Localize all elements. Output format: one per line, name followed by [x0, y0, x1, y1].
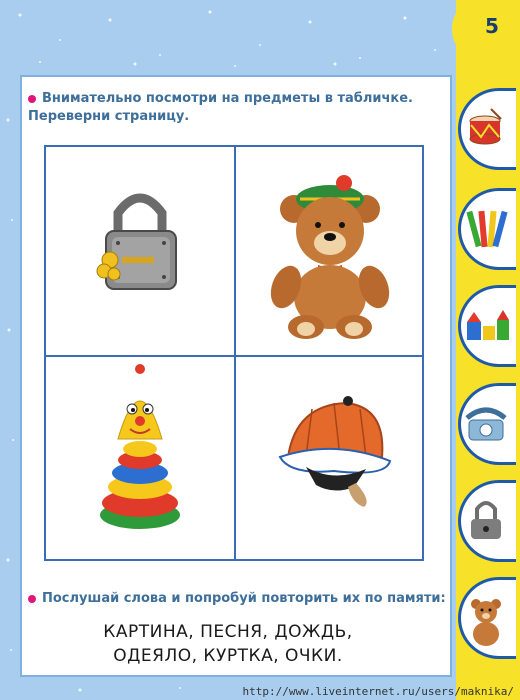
- padlock-icon: [461, 483, 513, 559]
- winter-hat-image: [236, 357, 424, 563]
- drum-icon: [461, 91, 513, 167]
- watermark-url: http://www.liveinternet.ru/users/maknika/: [242, 685, 514, 698]
- tab-telephone[interactable]: [458, 383, 516, 465]
- page-number: 5: [485, 14, 499, 38]
- instruction-top-line1: Внимательно посмотри на предметы в табличке.: [42, 91, 413, 106]
- bullet-icon: [28, 595, 36, 603]
- instruction-bottom-text: Послушай слова и попробуй повторить их по памяти:: [42, 591, 446, 606]
- tab-padlock[interactable]: [458, 480, 516, 562]
- tab-drum[interactable]: [458, 88, 516, 170]
- words-line-1: КАРТИНА, ПЕСНЯ, ДОЖДЬ,: [103, 622, 353, 642]
- teddy-bear-image: [236, 147, 424, 353]
- grid-cell-winter-hat: [236, 357, 424, 563]
- instruction-top-line2: Переверни страницу.: [28, 109, 190, 124]
- grid-cell-pyramid-toy: [46, 357, 234, 563]
- pencils-icon: [461, 191, 513, 267]
- instruction-bottom: [28, 590, 446, 608]
- pyramid-toy-image: [46, 357, 234, 563]
- telephone-icon: [461, 386, 513, 462]
- bullet-icon: [28, 95, 36, 103]
- tab-toy-houses[interactable]: [458, 285, 516, 367]
- tab-teddy-bear[interactable]: [458, 577, 516, 659]
- grid-cell-teddy-bear: [236, 147, 424, 353]
- instruction-top: [28, 90, 413, 126]
- padlock-image: [46, 147, 234, 353]
- grid-cell-padlock: [46, 147, 234, 353]
- words-line-2: ОДЕЯЛО, КУРТКА, ОЧКИ.: [113, 646, 343, 666]
- tab-pencils[interactable]: [458, 188, 516, 270]
- teddy-bear-icon: [461, 580, 513, 656]
- toy-houses-icon: [461, 288, 513, 364]
- picture-grid: [44, 145, 424, 561]
